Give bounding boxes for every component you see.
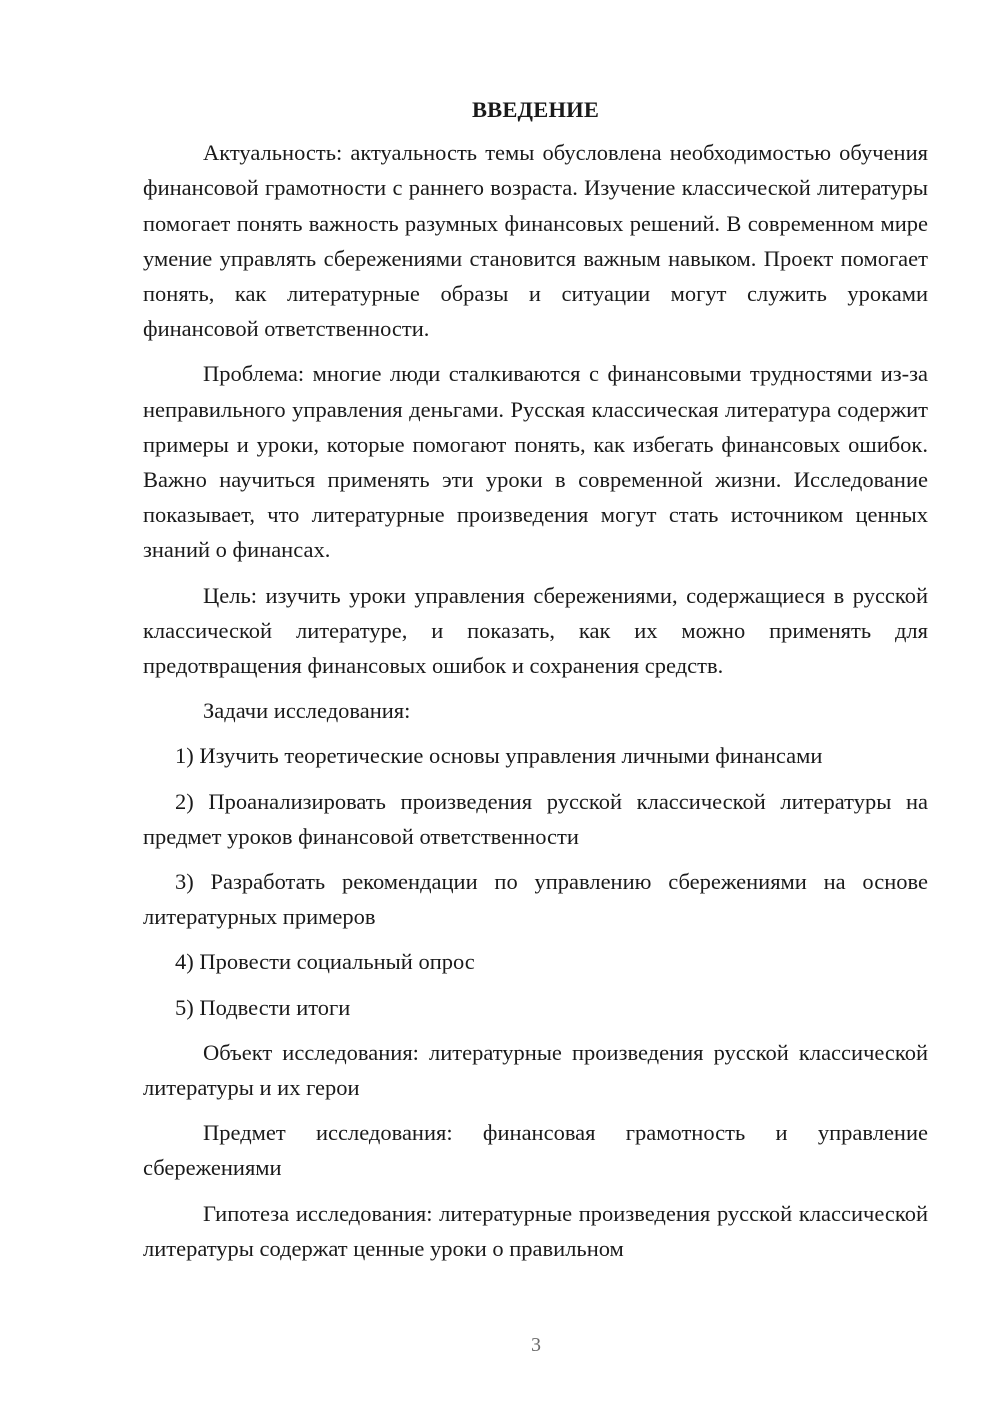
subject-paragraph: Предмет исследования: финансовая грамотность и управление сбережениями <box>143 1120 928 1181</box>
problem-paragraph: Проблема: многие люди сталкиваются с финансовыми трудностями из-за неправильного управления деньгами. Русская классическая литература содержит примеры и уроки, которые помогают понять, как избегать финансовых ошибок. Важно научиться применять эти уроки в современной жизни. Исследование показывает, что литературные произведения могут стать источником ценных знаний о финансах. <box>143 361 928 563</box>
task-item-4: 4) Провести социальный опрос <box>175 949 475 975</box>
task-item-5: 5) Подвести итоги <box>175 994 351 1020</box>
page-number: 3 <box>531 1334 541 1356</box>
task-item-2: 2) Проанализировать произведения русской классической литературы на предмет уроков финансовой ответственности <box>143 788 928 849</box>
goal-paragraph: Цель: изучить уроки управления сбережениями, содержащиеся в русской классической литературе, и показать, как их можно применять для предотвращения финансовых ошибок и сохранения средств. <box>143 582 928 679</box>
object-paragraph: Объект исследования: литературные произведения русской классической литературы и их герои <box>143 1039 928 1101</box>
relevance-paragraph: Актуальность: актуальность темы обусловлена необходимостью обучения финансовой грамотности с раннего возраста. Изучение классической литературы помогает понять важность разумных финансовых решений. В современном мире умение управлять сбережениями становится важным навыком. Проект помогает понять, как литературные образы и ситуации могут служить уроками финансовой ответственности. <box>143 140 928 342</box>
page-content <box>143 92 928 1276</box>
task-item-3: 3) Разработать рекомендации по управлению сбережениями на основе литературных примеров <box>143 869 928 930</box>
task-item-1: 1) Изучить теоретические основы управления личными финансами <box>175 743 823 769</box>
hypothesis-paragraph: Гипотеза исследования: литературные произведения русской классической литературы содержат ценные уроки о правильном <box>143 1200 928 1261</box>
tasks-title: Задачи исследования: <box>203 698 411 724</box>
section-heading: ВВЕДЕНИЕ <box>471 97 600 122</box>
